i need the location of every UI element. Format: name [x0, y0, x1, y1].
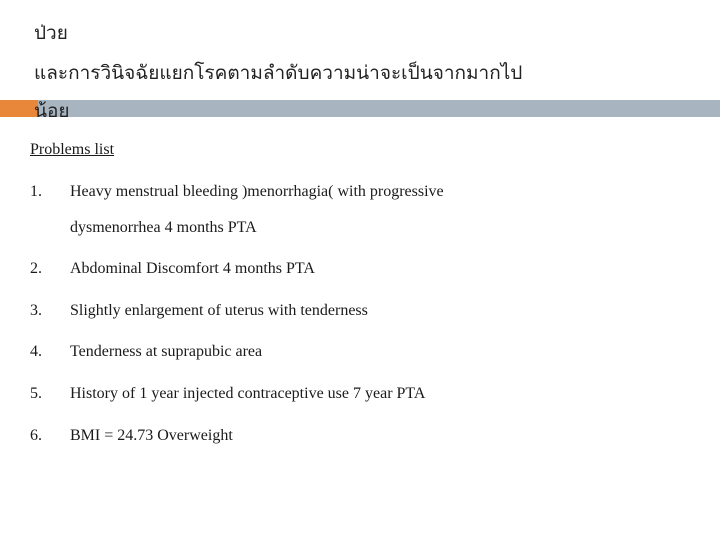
problem-text-4: Tenderness at suprapubic area	[70, 343, 263, 360]
problem-text-3: Slightly enlargement of uterus with tenderness	[70, 302, 368, 319]
problem-number-6: 6.	[30, 427, 42, 444]
problem-text-1: Heavy menstrual bleeding )menorrhagia( with progressive	[70, 183, 444, 200]
problems-list-title: Problems list	[30, 141, 115, 158]
problem-text-2: Abdominal Discomfort 4 months PTA	[70, 260, 315, 277]
problem-text-1-continued: dysmenorrhea 4 months PTA	[70, 219, 257, 236]
thai-header-line-2: และการวินิจฉัยแยกโรคตามลำดับความน่าจะเป็นจากมากไป	[34, 62, 523, 84]
accent-bar-orange	[0, 100, 38, 117]
thai-header-line-3: น้อย	[34, 100, 70, 122]
problem-text-5: History of 1 year injected contraceptive use 7 year PTA	[70, 385, 426, 402]
problem-number-3: 3.	[30, 302, 42, 319]
accent-bar-gray	[38, 100, 720, 117]
problem-number-5: 5.	[30, 385, 42, 402]
problem-text-6: BMI = 24.73 Overweight	[70, 427, 233, 444]
problem-number-4: 4.	[30, 343, 42, 360]
thai-header-line-1: ป่วย	[34, 22, 68, 44]
problem-number-1: 1.	[30, 183, 42, 200]
problem-number-2: 2.	[30, 260, 42, 277]
accent-divider-bar	[0, 100, 720, 117]
